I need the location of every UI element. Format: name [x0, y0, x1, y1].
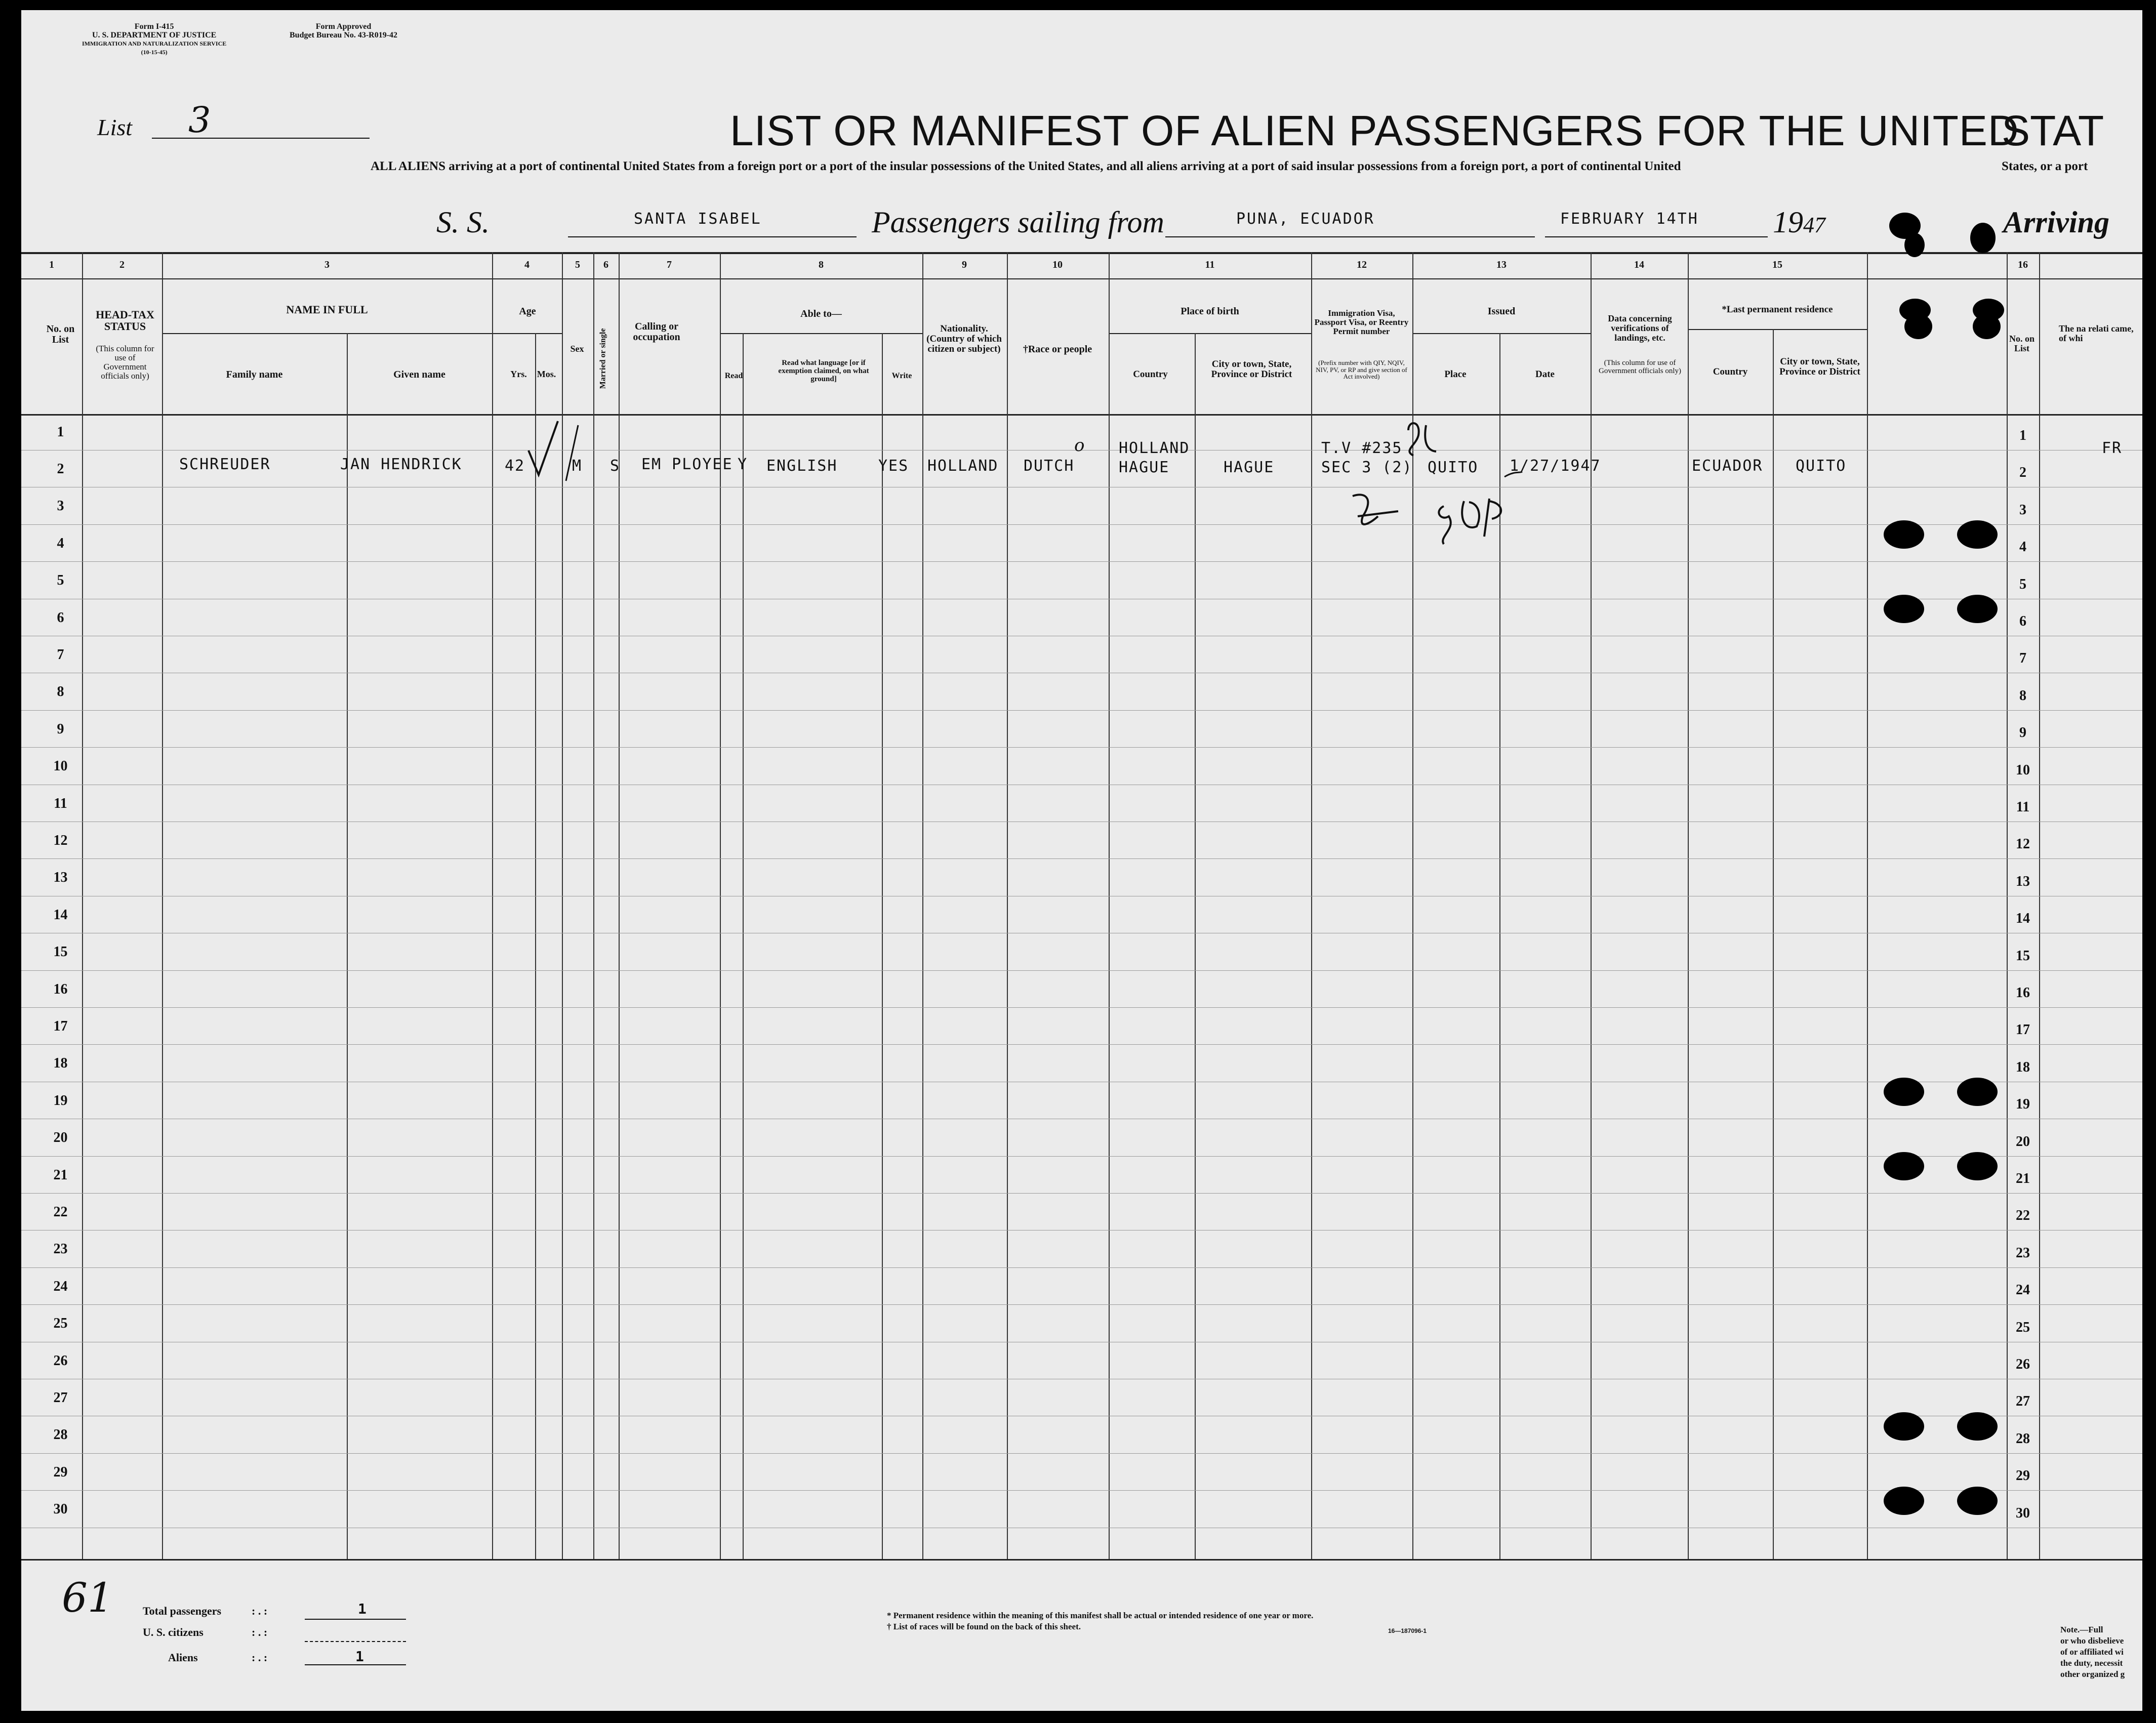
- visa-header: Immigration Visa, Passport Visa, or Reentry Permit number: [1314, 308, 1409, 336]
- row-number-left: 1: [57, 424, 64, 440]
- row-number-right: 2: [2019, 465, 2026, 480]
- row-number-right: 12: [2016, 836, 2030, 852]
- row1-birth-country-1: HOLLAND: [1119, 439, 1190, 457]
- hole-punch: [1884, 1487, 1924, 1515]
- row1-issued-date: 1/27/1947: [1510, 457, 1601, 475]
- row-number-right: 25: [2016, 1320, 2030, 1335]
- row-number-left: 27: [53, 1390, 68, 1406]
- hole-punch: [1884, 1412, 1924, 1441]
- row1-married: S: [610, 457, 621, 475]
- column-rule: [2039, 252, 2040, 1559]
- relative-header-cut: The na relati came, of whi: [2059, 323, 2134, 343]
- race-header: †Race or people: [1023, 344, 1092, 355]
- row-number-left: 19: [53, 1093, 68, 1109]
- row-number-right: 10: [2016, 762, 2030, 778]
- residence-subheader-rule: [1688, 329, 1867, 330]
- row1-nationality: HOLLAND: [927, 457, 999, 475]
- ship-name: SANTA ISABEL: [634, 210, 762, 228]
- column-rule: [1591, 252, 1592, 1559]
- name-in-full-header: NAME IN FULL: [286, 303, 368, 316]
- sex-header: Sex: [570, 344, 584, 354]
- us-citizens-dots: : . :: [252, 1626, 268, 1638]
- row1-language: ENGLISH: [766, 457, 838, 475]
- column-number: 8: [819, 259, 824, 270]
- total-passengers-value: 1: [358, 1601, 367, 1617]
- manifest-intro: ALL ALIENS arriving at a port of continental United States from a foreign port or a port of the insular possessions of the United States, and all aliens arriving at a port of said insular possessions from a foreign port, a port of continental United: [371, 159, 1681, 173]
- port-line: [1165, 236, 1535, 237]
- hole-punch: [1957, 1078, 1998, 1106]
- row-number-left: 3: [57, 498, 64, 514]
- age-mos-header: Mos.: [537, 369, 556, 379]
- row-number-left: 29: [53, 1464, 68, 1480]
- row1-residence-country: ECUADOR: [1692, 457, 1763, 475]
- aliens-dots: : . :: [252, 1651, 268, 1664]
- manifest-title: LIST OR MANIFEST OF ALIEN PASSENGERS FOR THE UNITED: [730, 107, 2019, 154]
- subcolumn-rule: [347, 333, 348, 1559]
- row-rule: [21, 561, 2142, 562]
- handwritten-visa-notes: [1337, 415, 1520, 567]
- hole-punch: [1884, 1152, 1924, 1180]
- year-suffix: 47: [1803, 213, 1825, 237]
- residence-footnote: * Permanent residence within the meaning of this manifest shall be actual or intended residence of one year or more.: [887, 1611, 1314, 1620]
- row-number-left: 7: [57, 647, 64, 663]
- arriving-label: Arriving: [2003, 206, 2110, 239]
- row-rule: [21, 1007, 2142, 1008]
- row-number-right: 6: [2019, 613, 2026, 629]
- row-rule: [21, 1044, 2142, 1045]
- hole-punch: [1904, 314, 1932, 339]
- row1-given-name: JAN HENDRICK: [340, 456, 462, 473]
- read-header: Read: [724, 372, 743, 380]
- row-number-right: 9: [2019, 725, 2026, 741]
- column-rule: [1867, 252, 1868, 1559]
- age-subheader-rule: [492, 333, 563, 334]
- married-header: Married or single: [598, 328, 607, 389]
- row-number-right: 18: [2016, 1059, 2030, 1075]
- given-name-header: Given name: [393, 369, 445, 380]
- sailing-from-label: Passengers sailing from: [872, 206, 1164, 239]
- row-number-right: 26: [2016, 1357, 2030, 1372]
- row1-relative-cut: FR: [2102, 439, 2123, 457]
- row-number-right: 8: [2019, 688, 2026, 704]
- column-rule: [593, 252, 594, 1559]
- total-passengers-dots: : . :: [252, 1605, 268, 1617]
- birth-city-header: City or town, State, Province or District: [1211, 359, 1292, 380]
- row-rule: [21, 1304, 2142, 1305]
- table-bottom-rule: [21, 1559, 2142, 1561]
- department-name: U. S. DEPARTMENT OF JUSTICE: [92, 31, 217, 39]
- row-number-left: 23: [53, 1241, 68, 1257]
- right-note-cut-4: the duty, necessit: [2060, 1658, 2123, 1668]
- ship-name-line: [568, 236, 857, 237]
- birth-subheader-rule: [1109, 333, 1311, 334]
- row-number-left: 12: [53, 833, 68, 848]
- manifest-title-continued: STAT: [2002, 107, 2104, 154]
- row-number-right: 27: [2016, 1393, 2030, 1409]
- row1-visa-2: SEC 3 (2): [1321, 459, 1413, 476]
- form-approval: [290, 22, 397, 39]
- write-header: Write: [891, 372, 912, 380]
- issued-subheader-rule: [1412, 333, 1591, 334]
- list-number: 3: [188, 99, 211, 141]
- column-number: 10: [1052, 259, 1063, 270]
- column-number: 5: [575, 259, 580, 270]
- column-rule: [619, 252, 620, 1559]
- row-number-left: 9: [57, 721, 64, 737]
- hole-punch: [1884, 520, 1924, 549]
- able-to-header: Able to—: [800, 308, 842, 319]
- row-number-left: 5: [57, 572, 64, 588]
- row-number-left: 4: [57, 536, 64, 551]
- hole-punch: [1973, 314, 2001, 339]
- col-head-tax-header: HEAD-TAX STATUS: [96, 308, 154, 333]
- margin-handwritten-number: 61: [62, 1574, 113, 1621]
- row-number-right: 28: [2016, 1431, 2030, 1447]
- row-rule: [21, 747, 2142, 748]
- row-number-right: 14: [2016, 911, 2030, 926]
- row-number-left: 16: [53, 981, 68, 997]
- aliens-value: 1: [355, 1648, 364, 1665]
- row-rule: [21, 1490, 2142, 1491]
- date-line: [1545, 236, 1768, 237]
- column-number: 16: [2018, 259, 2028, 270]
- visa-note: (Prefix number with QIY, NQIV, NIV, PV, or RP and give section of Act involved): [1316, 359, 1407, 381]
- issued-header: Issued: [1487, 306, 1516, 317]
- row-number-right: 21: [2016, 1171, 2030, 1186]
- sailing-date: FEBRUARY 14TH: [1560, 210, 1699, 228]
- verifications-note: (This column for use of Government officials only): [1598, 359, 1681, 375]
- hole-punch: [1957, 1487, 1998, 1515]
- age-yrs-header: Yrs.: [510, 369, 527, 379]
- us-citizens-label: U. S. citizens: [143, 1626, 204, 1638]
- column-number: 11: [1205, 259, 1215, 270]
- column-number: 9: [962, 259, 967, 270]
- issued-date-header: Date: [1535, 369, 1555, 380]
- column-number: 6: [603, 259, 608, 270]
- ss-label: S. S.: [436, 206, 490, 239]
- departure-port: PUNA, ECUADOR: [1236, 210, 1375, 228]
- row1-sex: M: [572, 457, 583, 475]
- row-rule: [21, 858, 2142, 859]
- subcolumn-rule: [535, 333, 536, 1559]
- column-number: 1: [49, 259, 54, 270]
- hole-punch: [1904, 233, 1925, 257]
- column-number: 13: [1496, 259, 1507, 270]
- column-rule: [1688, 252, 1689, 1559]
- table-top-rule: [21, 252, 2142, 254]
- able-subheader-rule: [720, 333, 922, 334]
- row-number-left: 13: [53, 870, 68, 885]
- age-header: Age: [519, 306, 536, 317]
- form-approved-text: Form Approved: [315, 22, 372, 31]
- row-number-right: 29: [2016, 1468, 2030, 1484]
- col-no-on-list-header: No. on List: [46, 323, 75, 345]
- row1-birth-city: HAGUE: [1224, 459, 1275, 476]
- subcolumn-rule: [743, 333, 744, 1559]
- subcolumn-rule: [1773, 329, 1774, 1559]
- row1-write: YES: [878, 457, 909, 475]
- hole-punch: [1884, 595, 1924, 623]
- row-number-left: 14: [53, 907, 68, 923]
- row1-read: Y: [738, 456, 748, 473]
- year-prefix: 19: [1773, 206, 1803, 239]
- row-number-right: 23: [2016, 1245, 2030, 1261]
- subcolumn-rule: [1195, 333, 1196, 1559]
- column-rule: [922, 252, 923, 1559]
- column-number: 2: [119, 259, 125, 270]
- hole-punch: [1957, 595, 1998, 623]
- column-number: 15: [1772, 259, 1782, 270]
- read-language-header: Read what language [or if exemption claimed, on what ground]: [778, 359, 869, 383]
- column-rule: [82, 252, 83, 1559]
- row-number-left: 8: [57, 684, 64, 700]
- right-note-cut-3: of or affiliated wi: [2060, 1647, 2124, 1657]
- column-rule: [1311, 252, 1312, 1559]
- row-number-right: 30: [2016, 1505, 2030, 1521]
- column-rule: [1109, 252, 1110, 1559]
- hole-punch: [1957, 1152, 1998, 1180]
- us-citizens-line: [305, 1641, 406, 1642]
- budget-bureau-number: Budget Bureau No. 43-R019-42: [290, 31, 398, 39]
- row-number-left: 18: [53, 1055, 68, 1071]
- column-number: 12: [1357, 259, 1367, 270]
- aliens-label: Aliens: [168, 1651, 198, 1664]
- residence-city-header: City or town, State, Province or District: [1779, 356, 1860, 377]
- row-number-left: 26: [53, 1353, 68, 1369]
- row-number-left: 15: [53, 944, 68, 960]
- row-number-right: 19: [2016, 1096, 2030, 1112]
- row-number-left: 6: [57, 610, 64, 626]
- col-head-tax-note: (This column for use of Government officials only): [96, 344, 154, 381]
- total-passengers-line: [305, 1619, 406, 1620]
- right-note-cut-1: Note.—Full: [2060, 1625, 2103, 1634]
- row-rule: [21, 970, 2142, 971]
- row-number-right: 15: [2016, 948, 2030, 964]
- row-number-right: 20: [2016, 1134, 2030, 1150]
- calling-header: Calling or occupation: [633, 321, 680, 343]
- service-name: IMMIGRATION AND NATURALIZATION SERVICE: [82, 40, 227, 47]
- column-number-rule: [21, 278, 2142, 279]
- race-column-mark: o: [1074, 435, 1085, 456]
- row-number-left: 30: [53, 1501, 68, 1517]
- row1-birth-country-2: HAGUE: [1119, 459, 1170, 476]
- column-rule: [720, 252, 721, 1559]
- manifest-sheet: [21, 10, 2142, 1711]
- place-of-birth-header: Place of birth: [1181, 306, 1239, 317]
- row-rule: [21, 710, 2142, 711]
- residence-country-header: Country: [1713, 366, 1748, 377]
- row-number-right: 22: [2016, 1208, 2030, 1223]
- row1-family-name: SCHREUDER: [179, 456, 271, 473]
- column-number: 14: [1634, 259, 1644, 270]
- row-number-right: 4: [2019, 539, 2026, 555]
- row-rule: [21, 1453, 2142, 1454]
- column-number: 7: [667, 259, 672, 270]
- handwritten-check-marks: [527, 420, 593, 491]
- row-number-right: 16: [2016, 985, 2030, 1001]
- column-number: 4: [524, 259, 530, 270]
- row-number-right: 3: [2019, 502, 2026, 518]
- row-number-left: 20: [53, 1130, 68, 1145]
- row-rule: [21, 1193, 2142, 1194]
- form-number: Form I-415: [134, 22, 174, 31]
- subcolumn-rule: [882, 333, 883, 1559]
- family-name-header: Family name: [226, 369, 283, 380]
- row-number-left: 24: [53, 1279, 68, 1294]
- races-footnote: † List of races will be found on the back of this sheet.: [887, 1622, 1081, 1631]
- row-number-left: 25: [53, 1316, 68, 1331]
- col-no-on-list-right-header: No. on List: [2009, 334, 2035, 353]
- nationality-header: Nationality. (Country of which citizen or subject): [926, 323, 1002, 354]
- row-rule: [21, 1267, 2142, 1268]
- column-rule: [492, 252, 493, 1559]
- row-number-right: 13: [2016, 874, 2030, 889]
- form-edition: (10-15-45): [141, 49, 168, 56]
- last-residence-header: *Last permanent residence: [1722, 304, 1833, 315]
- row-rule: [21, 524, 2142, 525]
- row-number-right: 24: [2016, 1282, 2030, 1298]
- row-number-left: 11: [54, 796, 67, 811]
- row-number-right: 7: [2019, 650, 2026, 666]
- column-rule: [1007, 252, 1008, 1559]
- total-passengers-label: Total passengers: [143, 1605, 222, 1617]
- hole-punch: [1957, 520, 1998, 549]
- header-bottom-rule: [21, 414, 2142, 416]
- sailing-year: [1773, 205, 1825, 240]
- list-label: List: [97, 114, 133, 140]
- verifications-header: Data concerning verifications of landings, etc.: [1608, 313, 1672, 343]
- print-code: 16—187096-1: [1388, 1627, 1427, 1634]
- row-number-left: 10: [53, 758, 68, 774]
- row1-occupation: EM PLOYEE: [641, 456, 733, 473]
- manifest-intro-continued: States, or a port: [2002, 159, 2088, 173]
- hole-punch: [1970, 223, 1996, 253]
- row-number-left: 21: [53, 1167, 68, 1183]
- issued-place-header: Place: [1444, 369, 1467, 380]
- row-rule: [21, 1156, 2142, 1157]
- column-number: 3: [324, 259, 330, 270]
- row-number-left: 22: [53, 1204, 68, 1220]
- row-number-left: 2: [57, 461, 64, 477]
- row1-visa-1: T.V #235: [1321, 439, 1403, 457]
- row-number-left: 17: [53, 1018, 68, 1034]
- row-number-right: 11: [2016, 799, 2030, 815]
- form-department-header: [82, 22, 226, 57]
- column-rule: [162, 252, 163, 1559]
- row-number-right: 5: [2019, 577, 2026, 592]
- hole-punch: [1957, 1412, 1998, 1441]
- row1-race: DUTCH: [1024, 457, 1075, 475]
- row1-residence-city: QUITO: [1796, 457, 1847, 475]
- right-note-cut-5: other organized g: [2060, 1669, 2125, 1679]
- row1-age-yrs: 42: [505, 457, 525, 475]
- hole-punch: [1884, 1078, 1924, 1106]
- row-number-right: 17: [2016, 1022, 2030, 1038]
- row-number-right: 1: [2019, 428, 2026, 443]
- right-note-cut-2: or who disbelieve: [2060, 1636, 2124, 1646]
- row1-issued-place: QUITO: [1428, 459, 1479, 476]
- birth-country-header: Country: [1133, 369, 1168, 380]
- row-number-left: 28: [53, 1427, 68, 1443]
- list-number-line: [152, 138, 370, 139]
